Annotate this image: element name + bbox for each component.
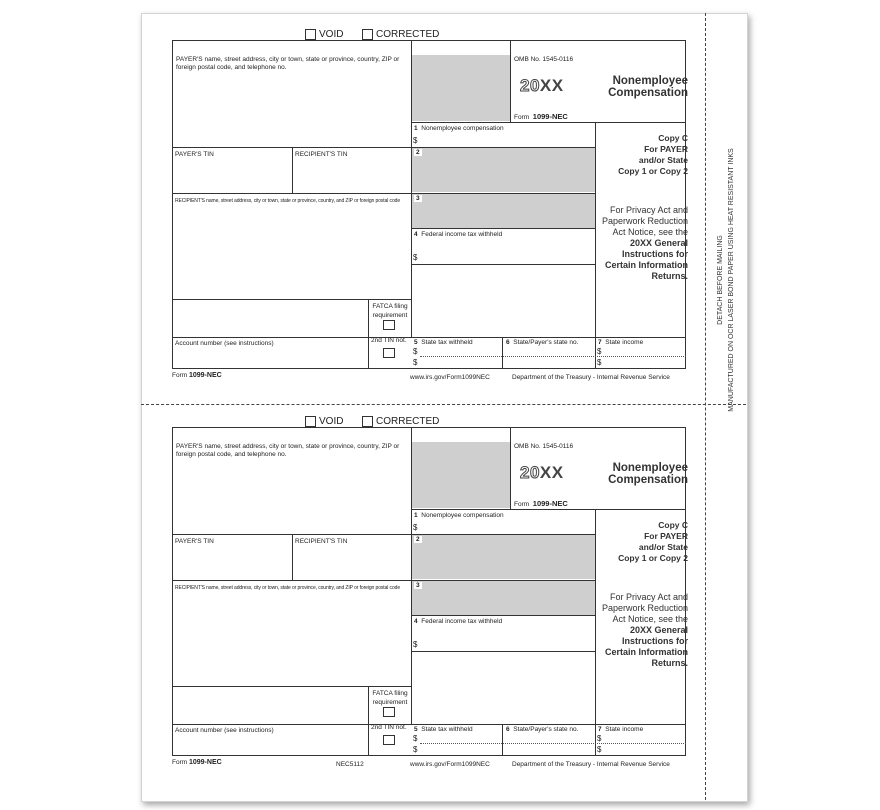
second-tin-checkbox[interactable] — [383, 348, 395, 358]
box7-dollar-1: $ — [597, 347, 602, 356]
fatca-label: FATCA filing requirement — [372, 690, 408, 706]
box1-label: 1 Nonemployee compensation — [414, 512, 504, 519]
box7-label: 7 State income — [598, 726, 644, 733]
recipient-tin-label: RECIPIENT'S TIN — [295, 538, 348, 545]
form-id: Form 1099-NEC — [514, 499, 568, 508]
box1-dollar: $ — [413, 136, 418, 145]
footer-url: www.irs.gov/Form1099NEC — [410, 761, 490, 768]
box1-dollar: $ — [413, 523, 418, 532]
copy-designation: Copy C For PAYER and/or State Copy 1 or Copy 2 — [618, 133, 688, 176]
footer-form-id: Form 1099-NEC — [172, 759, 222, 766]
box4-dollar: $ — [413, 253, 418, 262]
account-number-label: Account number (see instructions) — [175, 727, 274, 734]
corrected-checkbox[interactable]: CORRECTED — [362, 416, 439, 427]
box5-dollar-1: $ — [413, 347, 418, 356]
void-checkbox[interactable]: VOID — [305, 29, 343, 40]
privacy-notice: For Privacy Act and Paperwork Reduction Act Notice, see the 20XX General Instructions for Certain Information Returns. — [601, 592, 688, 668]
box6-label: 6 State/Payer's state no. — [506, 339, 579, 346]
box4-dollar: $ — [413, 640, 418, 649]
account-number-label: Account number (see instructions) — [175, 340, 274, 347]
form-title: Nonemployee Compensation — [608, 462, 688, 486]
box5-label: 5 State tax withheld — [414, 339, 473, 346]
payer-tin-label: PAYER'S TIN — [175, 151, 214, 158]
box5-dollar-2: $ — [413, 358, 418, 367]
payer-tin-label: PAYER'S TIN — [175, 538, 214, 545]
second-tin-label: 2nd TIN not. — [371, 337, 407, 344]
payer-name-label: PAYER'S name, street address, city or town, state or province, country, ZIP or foreign postal code, and telephone no. — [176, 443, 400, 458]
form-copy-top — [0, 0, 880, 380]
corrected-checkbox[interactable]: CORRECTED — [362, 29, 439, 40]
box7-dollar-2: $ — [597, 745, 602, 754]
box1-label: 1 Nonemployee compensation — [414, 125, 504, 132]
privacy-notice: For Privacy Act and Paperwork Reduction Act Notice, see the 20XX General Instructions for Certain Information Returns. — [601, 205, 688, 281]
box4-label: 4 Federal income tax withheld — [414, 618, 503, 625]
box6-label: 6 State/Payer's state no. — [506, 726, 579, 733]
box5-dollar-1: $ — [413, 734, 418, 743]
footer-department: Department of the Treasury - Internal Revenue Service — [512, 374, 670, 381]
recipient-name-label: RECIPIENT'S name, street address, city or town, state or province, country, and ZIP or foreign postal code — [175, 198, 400, 204]
box3-number: 3 — [416, 195, 420, 202]
second-tin-label: 2nd TIN not. — [371, 724, 407, 731]
box7-dollar-1: $ — [597, 734, 602, 743]
box7-dollar-2: $ — [597, 358, 602, 367]
box7-label: 7 State income — [598, 339, 644, 346]
footer-department: Department of the Treasury - Internal Revenue Service — [512, 761, 670, 768]
fatca-checkbox[interactable] — [383, 320, 395, 330]
box4-label: 4 Federal income tax withheld — [414, 231, 503, 238]
box5-label: 5 State tax withheld — [414, 726, 473, 733]
fatca-checkbox[interactable] — [383, 707, 395, 717]
payer-name-label: PAYER'S name, street address, city or town, state or province, country, ZIP or foreign postal code, and telephone no. — [176, 56, 400, 71]
box3-number: 3 — [416, 582, 420, 589]
omb-number: OMB No. 1545-0116 — [514, 443, 574, 450]
recipient-tin-label: RECIPIENT'S TIN — [295, 151, 348, 158]
fatca-label: FATCA filing requirement — [372, 303, 408, 319]
detach-text: DETACH BEFORE MAILING — [717, 235, 724, 325]
footer-url: www.irs.gov/Form1099NEC — [410, 374, 490, 381]
footer-form-id: Form 1099-NEC — [172, 372, 222, 379]
form-copy-bottom — [0, 387, 880, 767]
manufactured-text: MANUFACTURED ON OCR LASER BOND PAPER USING HEAT RESISTANT INKS — [728, 148, 735, 412]
form-id: Form 1099-NEC — [514, 112, 568, 121]
second-tin-checkbox[interactable] — [383, 735, 395, 745]
box5-dollar-2: $ — [413, 745, 418, 754]
form-title: Nonemployee Compensation — [608, 75, 688, 99]
tax-year: 20XX — [520, 76, 564, 95]
omb-number: OMB No. 1545-0116 — [514, 56, 574, 63]
tax-year: 20XX — [520, 463, 564, 482]
copy-designation: Copy C For PAYER and/or State Copy 1 or Copy 2 — [618, 520, 688, 563]
box2-number: 2 — [416, 536, 420, 543]
box2-number: 2 — [416, 149, 420, 156]
recipient-name-label: RECIPIENT'S name, street address, city or town, state or province, country, and ZIP or foreign postal code — [175, 585, 400, 591]
stock-code: NEC5112 — [336, 761, 364, 768]
void-checkbox[interactable]: VOID — [305, 416, 343, 427]
